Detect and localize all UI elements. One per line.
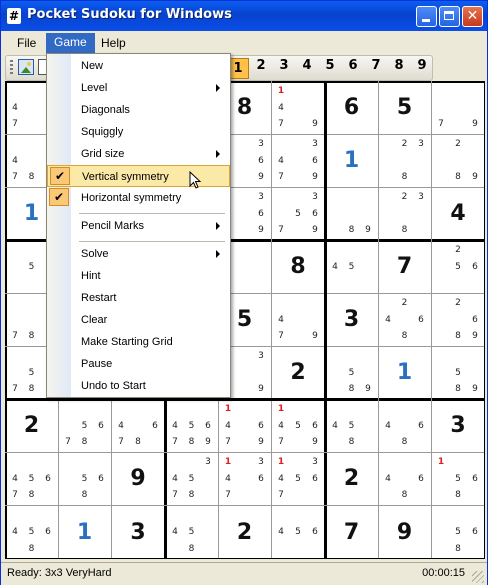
cell-r7c8[interactable] [378,399,431,452]
cell-r7c3[interactable] [111,399,165,452]
resize-grip-icon[interactable] [472,571,484,583]
pencil-mark: 4 [278,473,284,484]
menu-item-new[interactable] [47,55,230,77]
pencil-mark: 6 [418,473,424,484]
menu-help[interactable]: Help [101,36,126,50]
grid-line-horizontal [5,505,485,506]
pencil-mark: 9 [472,384,478,394]
menu-file[interactable]: File [17,36,37,50]
grid-line-horizontal [5,558,485,559]
pencil-mark: 7 [65,437,71,447]
cell-r6c7[interactable] [325,346,378,399]
pencil-mark: 8 [455,490,461,500]
pencil-mark: 5 [348,261,355,272]
pencil-mark: 9 [205,437,211,447]
pencil-mark: 6 [312,208,318,219]
cell-r8c7[interactable] [325,452,378,505]
menu-item-pencil-marks[interactable] [47,215,230,237]
pencil-mark: 4 [385,420,391,431]
cell-r9c7[interactable] [325,505,378,559]
pencil-mark: 8 [401,225,408,235]
pencil-mark: 3 [418,139,424,149]
cell-value: 2 [290,360,306,385]
pencil-mark: 7 [278,172,284,182]
pencil-mark: 3 [312,192,318,202]
pencil-mark: 3 [418,192,424,202]
pencil-mark: 7 [12,331,18,341]
pencil-mark: 6 [45,527,51,537]
pencil-mark: 4 [172,420,178,431]
window-title: Pocket Sudoku for Windows [27,7,232,22]
cell-r1c6[interactable] [271,81,325,134]
pencil-mark: 2 [455,139,461,149]
pencil-mark: 8 [401,331,408,341]
cell-r8c8[interactable] [378,452,431,505]
pencil-mark: 6 [472,527,478,537]
menu-item-clear[interactable] [47,309,230,331]
picture-icon[interactable] [18,59,34,75]
pencil-mark: 4 [12,102,18,113]
cell-r2c7[interactable] [325,134,378,187]
cell-r2c8[interactable] [378,134,431,187]
menu-item-undo-to-start[interactable] [47,375,230,397]
pencil-mark: 9 [472,172,478,182]
pencil-mark: 9 [472,119,478,129]
number-button-1[interactable]: 1 [227,58,249,79]
pencil-mark: 8 [81,490,88,500]
menu-item-hint[interactable] [47,265,230,287]
pencil-mark: 4 [332,261,338,272]
status-bar [1,562,487,585]
cell-value: 6 [343,95,360,120]
pencil-mark: 7 [12,119,18,129]
cell-r9c5[interactable] [218,505,271,559]
toolbar-grip-icon[interactable] [10,60,13,76]
pencil-mark: 9 [365,225,371,235]
close-icon: ✕ [466,8,479,24]
number-button-8[interactable]: 8 [394,58,404,73]
pencil-mark: 8 [135,437,141,447]
pencil-mark: 4 [225,420,231,431]
minimize-button[interactable] [416,6,437,27]
pencil-mark: 1 [277,457,285,467]
pencil-mark: 8 [455,331,461,341]
pencil-mark: 5 [188,473,195,484]
pencil-mark: 4 [278,155,284,166]
pencil-mark: 5 [455,473,461,484]
menu-item-label: Vertical symmetry [82,171,169,183]
cell-value: 8 [236,95,253,120]
number-button-7[interactable]: 7 [371,58,381,73]
pencil-mark: 4 [12,473,18,484]
pencil-mark: 4 [332,420,338,431]
menu-item-label: Make Starting Grid [81,336,173,348]
status-text: Ready: 3x3 VeryHard [7,567,112,579]
close-button[interactable] [462,6,483,27]
cell-value: 2 [343,466,360,491]
menu-item-label: Grid size [81,148,125,160]
pencil-mark: 4 [385,473,391,484]
submenu-arrow-icon [216,84,220,92]
cell-r3c9[interactable] [431,187,485,240]
cell-r9c8[interactable] [378,505,431,559]
cell-r8c4[interactable] [165,452,218,505]
pencil-mark: 5 [295,208,301,219]
pencil-mark: 7 [278,331,284,341]
pencil-mark: 5 [81,473,88,484]
pencil-mark: 6 [418,420,424,431]
submenu-arrow-icon [216,150,220,158]
pencil-mark: 4 [278,420,284,431]
cell-value: 8 [290,254,306,279]
menu-item-squiggly[interactable] [47,121,230,143]
pencil-mark: 2 [401,139,408,149]
cell-value: 7 [396,254,413,279]
cell-r9c9[interactable] [431,505,485,559]
timer: 00:00:15 [422,567,465,579]
maximize-button[interactable] [439,6,460,27]
cell-r4c7[interactable] [325,240,378,293]
menu-item-label: Solve [81,248,109,260]
menu-item-label: Clear [81,314,108,326]
pencil-mark: 5 [295,420,301,431]
pencil-mark: 4 [278,102,284,113]
cell-value: 5 [396,95,413,120]
pencil-mark: 9 [258,225,264,235]
pencil-mark: 9 [258,384,264,394]
pencil-mark: 7 [12,172,18,182]
pencil-mark: 7 [278,437,284,447]
pencil-mark: 3 [312,457,318,467]
number-button-9[interactable]: 9 [417,58,427,73]
menu-item-label: Horizontal symmetry [81,192,182,204]
pencil-mark: 7 [278,119,284,129]
pencil-mark: 2 [455,298,461,308]
pencil-mark: 6 [312,527,318,537]
pencil-mark: 8 [28,331,35,341]
pencil-mark: 8 [81,437,88,447]
pencil-mark: 6 [472,314,478,325]
menu-item-label: Diagonals [81,104,130,116]
cell-r8c3[interactable] [111,452,165,505]
menu-item-grid-size[interactable] [47,143,230,165]
pencil-mark: 5 [455,261,461,272]
checkmark-icon: ✔ [49,188,69,206]
pencil-mark: 8 [401,437,408,447]
cell-r1c9[interactable] [431,81,485,134]
pencil-mark: 4 [225,473,231,484]
menu-item-label: Level [81,82,108,94]
pencil-mark: 5 [28,261,35,272]
pencil-mark: 9 [312,172,318,182]
cell-r5c7[interactable] [325,293,378,346]
cell-r2c6[interactable] [271,134,325,187]
pencil-mark: 8 [28,490,35,500]
pencil-mark: 5 [295,473,301,484]
pencil-mark: 3 [258,192,264,202]
number-button-6[interactable]: 6 [348,58,358,73]
cell-r7c2[interactable] [58,399,111,452]
pencil-mark: 7 [225,437,231,447]
pencil-mark: 5 [455,367,461,378]
pencil-mark: 7 [172,437,178,447]
cell-r2c9[interactable] [431,134,485,187]
pencil-mark: 3 [258,351,264,361]
pencil-mark: 8 [348,437,355,447]
pencil-mark: 6 [312,420,318,431]
cell-r7c7[interactable] [325,399,378,452]
pencil-mark: 5 [28,473,35,484]
menu-item-pause[interactable] [47,353,230,375]
cell-value: 4 [450,201,466,226]
pencil-mark: 7 [438,119,444,129]
pencil-mark: 8 [28,172,35,182]
cell-r4c9[interactable] [431,240,485,293]
menu-item-label: New [81,60,104,72]
pencil-mark: 1 [437,457,445,467]
pencil-mark: 6 [418,314,424,325]
menu-bar [1,31,487,53]
pencil-mark: 8 [401,490,408,500]
pencil-mark: 4 [172,527,178,537]
pencil-mark: 5 [28,367,35,378]
number-button-4[interactable]: 4 [302,58,312,73]
cell-r9c1[interactable] [5,505,58,559]
cell-r4c8[interactable] [378,240,431,293]
grid-line-vertical [271,81,272,559]
pencil-mark: 9 [258,172,264,182]
pencil-mark: 7 [278,490,284,500]
pencil-mark: 5 [455,527,461,537]
pencil-mark: 6 [258,208,264,219]
pencil-mark: 8 [455,544,461,554]
cell-r9c2[interactable] [58,505,111,559]
cell-r1c8[interactable] [378,81,431,134]
pencil-mark: 7 [225,490,231,500]
cell-r7c4[interactable] [165,399,218,452]
pencil-mark: 6 [98,420,104,431]
menu-item-solve[interactable] [47,243,230,265]
grid-line-horizontal [5,398,485,401]
app-icon: # [8,9,20,23]
cell-r9c3[interactable] [111,505,165,559]
pencil-mark: 8 [188,544,195,554]
menu-item-level[interactable] [47,77,230,99]
pencil-mark: 4 [12,527,18,537]
pencil-mark: 5 [81,420,88,431]
pencil-mark: 2 [401,192,408,202]
cell-r3c7[interactable] [325,187,378,240]
cell-r9c4[interactable] [165,505,218,559]
number-button-2[interactable]: 2 [256,58,266,73]
pencil-mark: 4 [278,314,284,325]
number-button-5[interactable]: 5 [325,58,335,73]
title-bar[interactable] [1,1,487,31]
cell-r3c6[interactable] [271,187,325,240]
pencil-mark: 6 [258,420,264,431]
pencil-mark: 6 [472,473,478,484]
cell-value: 9 [130,466,146,491]
cell-r5c9[interactable] [431,293,485,346]
cell-r8c2[interactable] [58,452,111,505]
cell-value: 2 [23,413,40,438]
cell-value: 9 [396,519,413,545]
game-menu-dropdown [46,53,231,398]
pencil-mark: 9 [258,437,264,447]
menu-item-make-starting-grid[interactable] [47,331,230,353]
cell-value: 3 [450,413,466,438]
checkmark-icon: ✔ [50,167,70,185]
cell-r7c1[interactable] [5,399,58,452]
pencil-mark: 7 [118,437,124,447]
pencil-mark: 8 [455,172,461,182]
pencil-mark: 4 [12,155,18,166]
pencil-mark: 8 [348,384,355,394]
menu-item-label: Restart [81,292,117,304]
grid-line-vertical [5,81,7,559]
cell-value: 7 [343,519,360,545]
cell-value: 3 [130,519,146,545]
pencil-mark: 6 [312,155,318,166]
pencil-mark: 3 [258,457,264,467]
pencil-mark: 9 [472,331,478,341]
pencil-mark: 3 [258,139,264,149]
pencil-mark: 2 [455,245,461,255]
pencil-mark: 9 [312,225,318,235]
menu-separator [79,213,225,214]
pencil-mark: 7 [12,490,18,500]
pencil-mark: 9 [312,119,318,129]
pencil-mark: 6 [258,473,264,484]
pencil-mark: 6 [205,420,211,431]
grid-line-vertical [484,81,485,559]
cell-r7c5[interactable] [218,399,271,452]
pencil-mark: 5 [188,420,195,431]
submenu-arrow-icon [216,250,220,258]
pencil-mark: 1 [224,457,232,467]
pencil-mark: 1 [277,86,285,96]
grid-line-vertical [378,81,379,559]
cell-r5c6[interactable] [271,293,325,346]
menu-game[interactable]: Game [46,33,95,53]
pencil-mark: 5 [348,420,355,431]
cell-value: 5 [236,307,253,332]
pencil-mark: 8 [188,490,195,500]
grid-line-horizontal [5,452,485,453]
menu-item-restart[interactable] [47,287,230,309]
pencil-mark: 4 [278,527,284,537]
cell-r6c6[interactable] [271,346,325,399]
pencil-mark: 9 [365,384,371,394]
cell-r6c8[interactable] [378,346,431,399]
pencil-mark: 6 [258,155,264,166]
number-button-3[interactable]: 3 [279,58,289,73]
pencil-mark: 4 [118,420,124,431]
pencil-mark: 3 [312,139,318,149]
submenu-arrow-icon [216,222,220,230]
pencil-mark: 6 [98,473,104,484]
cell-r8c1[interactable] [5,452,58,505]
menu-separator [79,241,225,242]
pencil-mark: 6 [472,261,478,272]
cell-value: 1 [343,148,360,173]
menu-item-diagonals[interactable] [47,99,230,121]
cell-r3c8[interactable] [378,187,431,240]
cell-value: 2 [236,519,253,545]
pencil-mark: 5 [295,527,301,537]
pencil-mark: 9 [312,437,318,447]
cell-r8c5[interactable] [218,452,271,505]
cell-r5c8[interactable] [378,293,431,346]
cell-r4c6[interactable] [271,240,325,293]
pencil-mark: 5 [188,527,195,537]
pencil-mark: 6 [45,473,51,484]
pencil-mark: 8 [401,172,408,182]
pencil-mark: 7 [278,225,284,235]
cell-value: 1 [396,360,413,385]
pencil-mark: 8 [28,544,35,554]
pencil-mark: 4 [172,473,178,484]
pencil-mark: 3 [205,457,211,467]
pencil-mark: 7 [12,384,18,394]
cell-r7c6[interactable] [271,399,325,452]
pencil-mark: 2 [401,298,408,308]
pencil-mark: 9 [312,331,318,341]
pencil-mark: 5 [28,527,35,537]
cell-r9c6[interactable] [271,505,325,559]
pencil-mark: 8 [28,384,35,394]
pencil-mark: 1 [277,404,285,414]
menu-item-label: Pause [81,358,113,370]
menu-item-label: Hint [81,270,101,282]
pencil-mark: 8 [188,437,195,447]
pencil-mark: 8 [455,384,461,394]
cell-value: 1 [23,201,40,226]
grid-line-vertical [431,81,432,559]
menu-item-label: Undo to Start [81,380,146,392]
cell-r1c7[interactable] [325,81,378,134]
menu-item-label: Pencil Marks [81,220,144,232]
cell-r8c9[interactable] [431,452,485,505]
grid-line-vertical [324,81,327,559]
cell-value: 3 [343,307,360,332]
pencil-mark: 6 [312,473,318,484]
pencil-mark: 5 [348,367,355,378]
pencil-mark: 7 [172,490,178,500]
menu-item-label: Squiggly [81,126,124,138]
pencil-mark: 4 [385,314,391,325]
cell-r6c9[interactable] [431,346,485,399]
pencil-mark: 6 [152,420,158,431]
cell-value: 1 [76,519,93,545]
pencil-mark: 1 [224,404,232,414]
cell-r8c6[interactable] [271,452,325,505]
cell-r7c9[interactable] [431,399,485,452]
pencil-mark: 8 [348,225,355,235]
